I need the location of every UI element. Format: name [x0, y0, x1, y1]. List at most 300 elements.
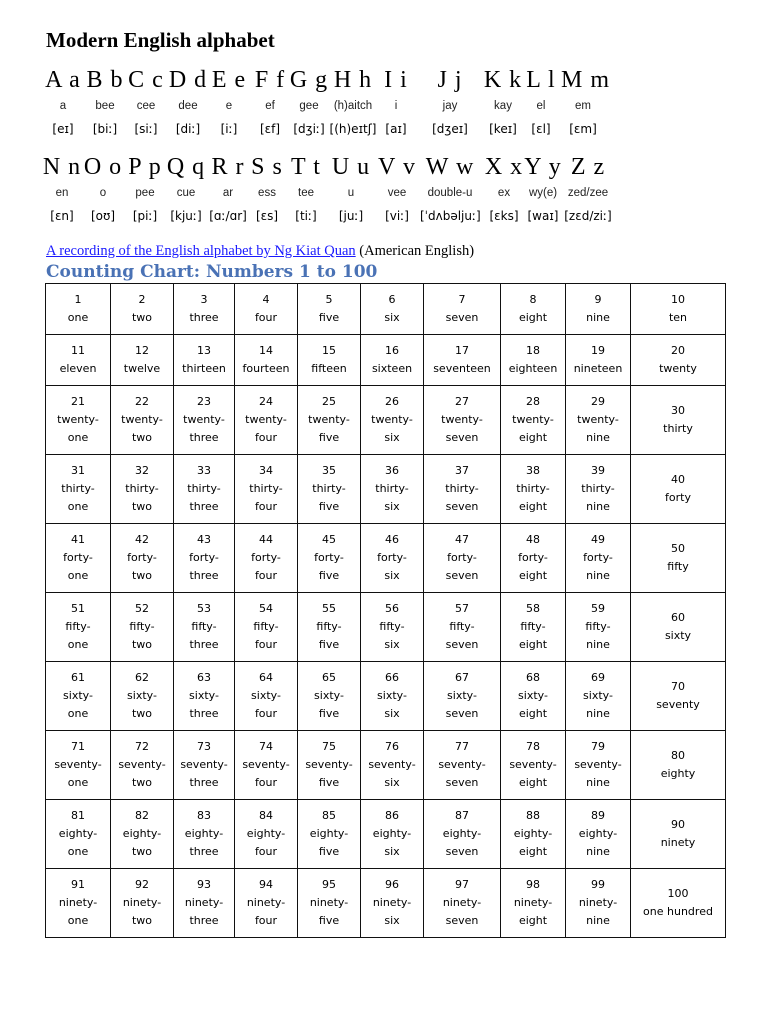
number-word: seventy- four	[242, 758, 290, 789]
alphabet-letter	[561, 66, 611, 136]
number-word: sixty- two	[127, 689, 157, 720]
letter-glyphs: C c	[128, 67, 164, 93]
number-cell	[235, 800, 298, 869]
number-cell	[501, 455, 566, 524]
number-word: forty- seven	[445, 551, 479, 582]
number-word: sixteen	[371, 362, 413, 375]
number-word: thirty	[663, 422, 693, 435]
number-cell	[424, 335, 501, 386]
number-word: twenty	[659, 362, 697, 375]
letter-glyphs: A a	[45, 67, 81, 93]
letter-name: vee	[387, 187, 407, 199]
number-word: thirty- nine	[581, 482, 615, 513]
number-word: ninety	[660, 836, 696, 849]
number-word: two	[131, 311, 153, 324]
number-word: seventeen	[433, 362, 491, 375]
number-word: eighty- two	[122, 827, 162, 858]
number-digits: 21	[71, 395, 85, 408]
alphabet-letter	[483, 66, 523, 136]
number-digits: 70	[671, 680, 685, 693]
alphabet-letter	[85, 66, 125, 136]
table-row	[46, 284, 726, 335]
number-cell	[111, 284, 174, 335]
number-digits: 17	[455, 344, 469, 357]
letter-glyphs: J j	[437, 67, 463, 93]
number-digits: 14	[259, 344, 273, 357]
number-word: twenty- four	[245, 413, 287, 444]
alphabet-letter	[377, 153, 417, 223]
number-digits: 16	[385, 344, 399, 357]
number-digits: 100	[667, 887, 689, 900]
number-word: three	[189, 311, 219, 324]
letter-glyphs: S s	[251, 154, 283, 180]
number-cell	[424, 284, 501, 335]
letter-name: ar	[222, 187, 234, 199]
number-word: fifty	[667, 560, 689, 573]
letter-ipa: [keɪ]	[489, 122, 517, 136]
alphabet-letter	[286, 153, 326, 223]
number-digits: 5	[325, 293, 333, 306]
letter-ipa: [juː]	[338, 209, 364, 223]
number-cell	[566, 731, 631, 800]
number-digits: 49	[591, 533, 605, 546]
letter-ipa: [viː]	[385, 209, 409, 223]
number-digits: 2	[138, 293, 146, 306]
number-word: forty	[665, 491, 691, 504]
number-digits: 73	[197, 740, 211, 753]
letter-glyphs: V v	[378, 154, 416, 180]
letter-name: e	[225, 100, 233, 112]
number-cell	[361, 386, 424, 455]
alphabet-letter	[376, 66, 416, 136]
recording-line	[46, 243, 474, 260]
letter-glyphs: Q q	[166, 154, 206, 180]
number-word: nineteen	[573, 362, 623, 375]
number-digits: 50	[671, 542, 685, 555]
number-digits: 22	[135, 395, 149, 408]
number-digits: 11	[71, 344, 85, 357]
number-digits: 43	[197, 533, 211, 546]
number-word: twelve	[123, 362, 161, 375]
number-cell	[566, 386, 631, 455]
number-digits: 76	[385, 740, 399, 753]
number-digits: 44	[259, 533, 273, 546]
number-digits: 60	[671, 611, 685, 624]
letter-name: zed/zee	[567, 187, 609, 199]
number-digits: 80	[671, 749, 685, 762]
number-digits: 55	[322, 602, 336, 615]
number-word: sixty- seven	[445, 689, 479, 720]
number-cell	[235, 869, 298, 938]
number-word: nine	[586, 311, 610, 324]
letter-name: (h)aitch	[333, 100, 373, 112]
number-cell	[501, 731, 566, 800]
number-digits: 38	[526, 464, 540, 477]
alphabet-letter	[422, 66, 478, 136]
number-digits: 33	[197, 464, 211, 477]
number-digits: 23	[197, 395, 211, 408]
letter-glyphs: T t	[291, 154, 321, 180]
letter-glyphs: H h	[333, 67, 373, 93]
letter-glyphs: B b	[86, 67, 124, 93]
number-word: eighty- six	[372, 827, 412, 858]
number-digits: 89	[591, 809, 605, 822]
letter-glyphs: N n	[42, 154, 82, 180]
letter-ipa: [biː]	[92, 122, 118, 136]
number-word: thirty- four	[249, 482, 283, 513]
number-cell	[566, 662, 631, 731]
number-word: fourteen	[242, 362, 290, 375]
number-digits: 12	[135, 344, 149, 357]
number-digits: 10	[671, 293, 685, 306]
letter-name: dee	[178, 100, 198, 112]
number-cell	[111, 593, 174, 662]
number-cell	[566, 455, 631, 524]
letter-name: kay	[494, 100, 512, 112]
number-digits: 85	[322, 809, 336, 822]
number-cell	[501, 335, 566, 386]
number-cell	[111, 524, 174, 593]
number-word: seventy- six	[368, 758, 416, 789]
number-word: seventy- eight	[509, 758, 557, 789]
number-word: thirty- three	[187, 482, 221, 513]
letter-ipa: [ˈdʌbəljuː]	[420, 209, 481, 223]
number-digits: 83	[197, 809, 211, 822]
letter-name: en	[55, 187, 69, 199]
table-row	[46, 662, 726, 731]
number-word: sixty	[664, 629, 692, 642]
table-row	[46, 455, 726, 524]
number-digits: 15	[322, 344, 336, 357]
number-word: eighty- seven	[442, 827, 482, 858]
letter-ipa: [piː]	[132, 209, 158, 223]
number-word: twenty- five	[308, 413, 350, 444]
number-digits: 1	[74, 293, 82, 306]
number-digits: 91	[71, 878, 85, 891]
number-digits: 41	[71, 533, 85, 546]
letter-glyphs: E e	[211, 67, 247, 93]
number-cell	[424, 386, 501, 455]
number-cell	[631, 731, 726, 800]
number-cell	[631, 662, 726, 731]
number-cell	[424, 455, 501, 524]
number-cell	[424, 524, 501, 593]
number-digits: 27	[455, 395, 469, 408]
number-cell	[566, 284, 631, 335]
letter-glyphs: W w	[425, 154, 475, 180]
number-digits: 58	[526, 602, 540, 615]
number-cell	[235, 593, 298, 662]
number-cell	[46, 800, 111, 869]
number-word: fifty- three	[189, 620, 219, 651]
number-digits: 35	[322, 464, 336, 477]
alphabet-letter	[329, 153, 373, 223]
number-word: thirty- five	[312, 482, 346, 513]
number-digits: 37	[455, 464, 469, 477]
number-digits: 77	[455, 740, 469, 753]
alphabet-letter	[484, 153, 524, 223]
letter-name: bee	[95, 100, 115, 112]
letter-ipa: [siː]	[134, 122, 158, 136]
letter-ipa: [dʒiː]	[293, 122, 325, 136]
number-digits: 4	[262, 293, 270, 306]
alphabet-letter	[168, 66, 208, 136]
table-row	[46, 731, 726, 800]
letter-ipa: [waɪ]	[527, 209, 559, 223]
alphabet-letter	[247, 153, 287, 223]
number-digits: 46	[385, 533, 399, 546]
number-word: sixty- five	[314, 689, 344, 720]
recording-link[interactable]: A recording of the English alphabet by Ng Kiat Quan	[46, 243, 356, 259]
number-cell	[424, 869, 501, 938]
number-word: seventy- one	[54, 758, 102, 789]
number-cell	[174, 335, 235, 386]
number-word: twenty- nine	[577, 413, 619, 444]
number-cell	[111, 731, 174, 800]
number-digits: 75	[322, 740, 336, 753]
number-cell	[566, 869, 631, 938]
number-word: sixty- one	[63, 689, 93, 720]
number-cell	[501, 869, 566, 938]
number-word: fifty- two	[129, 620, 155, 651]
number-digits: 40	[671, 473, 685, 486]
table-row	[46, 593, 726, 662]
number-word: fifty- eight	[518, 620, 548, 651]
number-cell	[424, 800, 501, 869]
number-cell	[46, 524, 111, 593]
number-digits: 87	[455, 809, 469, 822]
letter-ipa: [ɛm]	[569, 122, 597, 136]
number-cell	[501, 284, 566, 335]
number-digits: 7	[458, 293, 466, 306]
number-word: thirty- two	[125, 482, 159, 513]
number-word: four	[254, 311, 278, 324]
number-digits: 88	[526, 809, 540, 822]
number-digits: 39	[591, 464, 605, 477]
number-digits: 94	[259, 878, 273, 891]
number-cell	[46, 284, 111, 335]
number-cell	[361, 869, 424, 938]
number-digits: 64	[259, 671, 273, 684]
number-digits: 59	[591, 602, 605, 615]
letter-glyphs: O o	[83, 154, 123, 180]
letter-name: pee	[135, 187, 155, 199]
number-word: forty- nine	[583, 551, 613, 582]
number-digits: 81	[71, 809, 85, 822]
number-word: fifty- nine	[585, 620, 611, 651]
letter-name: i	[394, 100, 398, 112]
number-digits: 72	[135, 740, 149, 753]
number-word: ninety- five	[309, 896, 349, 927]
number-cell	[631, 455, 726, 524]
number-cell	[235, 731, 298, 800]
alphabet-letter	[126, 66, 166, 136]
number-digits: 47	[455, 533, 469, 546]
number-cell	[631, 284, 726, 335]
number-cell	[111, 335, 174, 386]
letter-ipa: [zɛd/ziː]	[564, 209, 612, 223]
number-cell	[298, 524, 361, 593]
number-cell	[501, 800, 566, 869]
number-word: twenty- seven	[441, 413, 483, 444]
alphabet-letter	[208, 153, 248, 223]
number-digits: 68	[526, 671, 540, 684]
number-digits: 95	[322, 878, 336, 891]
number-word: forty- three	[189, 551, 219, 582]
number-word: eighty- five	[309, 827, 349, 858]
number-cell	[174, 731, 235, 800]
number-cell	[361, 455, 424, 524]
number-digits: 97	[455, 878, 469, 891]
number-word: five	[318, 311, 340, 324]
number-word: forty- six	[377, 551, 407, 582]
number-cell	[361, 800, 424, 869]
number-word: eighteen	[508, 362, 558, 375]
letter-glyphs: Y y	[524, 154, 562, 180]
number-digits: 79	[591, 740, 605, 753]
number-digits: 93	[197, 878, 211, 891]
number-word: twenty- one	[57, 413, 99, 444]
number-digits: 28	[526, 395, 540, 408]
number-digits: 48	[526, 533, 540, 546]
number-cell	[298, 335, 361, 386]
number-digits: 13	[197, 344, 211, 357]
alphabet-letter	[125, 153, 165, 223]
number-word: eighty	[660, 767, 696, 780]
alphabet-letter	[83, 153, 123, 223]
number-word: fifty- seven	[445, 620, 479, 651]
number-word: one hundred	[643, 905, 713, 918]
letter-glyphs: K k	[483, 67, 523, 93]
number-cell	[424, 731, 501, 800]
number-cell	[298, 662, 361, 731]
number-cell	[566, 800, 631, 869]
number-digits: 71	[71, 740, 85, 753]
number-digits: 84	[259, 809, 273, 822]
letter-name: em	[575, 100, 591, 112]
number-word: eighty- three	[184, 827, 224, 858]
number-digits: 24	[259, 395, 273, 408]
number-word: ninety- four	[246, 896, 286, 927]
number-cell	[174, 524, 235, 593]
letter-name: cee	[136, 100, 156, 112]
number-word: forty- one	[63, 551, 93, 582]
number-word: thirty- six	[375, 482, 409, 513]
number-word: fifty- one	[65, 620, 91, 651]
number-cell	[361, 662, 424, 731]
number-digits: 30	[671, 404, 685, 417]
number-cell	[501, 386, 566, 455]
number-cell	[298, 731, 361, 800]
letter-ipa: [dʒeɪ]	[432, 122, 468, 136]
number-digits: 92	[135, 878, 149, 891]
number-cell	[631, 524, 726, 593]
number-cell	[298, 869, 361, 938]
number-word: thirty- eight	[516, 482, 550, 513]
number-word: fifty- five	[316, 620, 342, 651]
number-cell	[631, 593, 726, 662]
number-word: ninety- three	[184, 896, 224, 927]
letter-ipa: [ɛs]	[255, 209, 279, 223]
letter-ipa: [ɛl]	[531, 122, 551, 136]
counting-chart-title: Counting Chart: Numbers 1 to 100	[46, 262, 378, 282]
number-cell	[298, 284, 361, 335]
number-digits: 34	[259, 464, 273, 477]
number-cell	[235, 455, 298, 524]
letter-ipa: [iː]	[220, 122, 238, 136]
number-word: seventy- five	[305, 758, 353, 789]
alphabet-letter	[209, 66, 249, 136]
letter-ipa: [tiː]	[295, 209, 317, 223]
number-cell	[46, 662, 111, 731]
table-row	[46, 335, 726, 386]
number-digits: 82	[135, 809, 149, 822]
number-cell	[361, 284, 424, 335]
letter-ipa: [ɛf]	[259, 122, 281, 136]
number-cell	[174, 455, 235, 524]
letter-name: wy(e)	[528, 187, 558, 199]
number-cell	[361, 524, 424, 593]
number-cell	[235, 335, 298, 386]
number-cell	[361, 335, 424, 386]
number-cell	[298, 386, 361, 455]
number-cell	[235, 386, 298, 455]
number-cell	[111, 662, 174, 731]
alphabet-letter	[166, 153, 206, 223]
number-word: seventy- three	[180, 758, 228, 789]
letter-ipa: [ɑː/ɑr]	[209, 209, 247, 223]
number-cell	[174, 800, 235, 869]
number-word: forty- two	[127, 551, 157, 582]
number-cell	[111, 869, 174, 938]
recording-suffix: (American English)	[355, 243, 475, 259]
number-digits: 26	[385, 395, 399, 408]
alphabet-letter	[523, 153, 563, 223]
number-digits: 61	[71, 671, 85, 684]
number-word: fifteen	[311, 362, 347, 375]
number-word: thirty- seven	[445, 482, 479, 513]
number-digits: 32	[135, 464, 149, 477]
number-cell	[111, 800, 174, 869]
alphabet-letter	[521, 66, 561, 136]
letter-name: ex	[497, 187, 511, 199]
number-cell	[566, 593, 631, 662]
number-digits: 18	[526, 344, 540, 357]
number-digits: 9	[594, 293, 602, 306]
number-cell	[111, 455, 174, 524]
letter-ipa: [kjuː]	[170, 209, 202, 223]
number-word: sixty- nine	[583, 689, 613, 720]
number-cell	[631, 800, 726, 869]
number-digits: 20	[671, 344, 685, 357]
table-row	[46, 524, 726, 593]
number-digits: 56	[385, 602, 399, 615]
number-cell	[298, 800, 361, 869]
number-word: twenty- eight	[512, 413, 554, 444]
number-cell	[501, 593, 566, 662]
number-word: forty- five	[314, 551, 344, 582]
number-digits: 90	[671, 818, 685, 831]
letter-glyphs: M m	[561, 67, 611, 93]
number-digits: 96	[385, 878, 399, 891]
letter-glyphs: D d	[168, 67, 208, 93]
letter-name: el	[536, 100, 546, 112]
number-cell	[501, 524, 566, 593]
number-digits: 69	[591, 671, 605, 684]
number-word: one	[67, 311, 89, 324]
number-cell	[174, 593, 235, 662]
number-word: forty- eight	[518, 551, 548, 582]
